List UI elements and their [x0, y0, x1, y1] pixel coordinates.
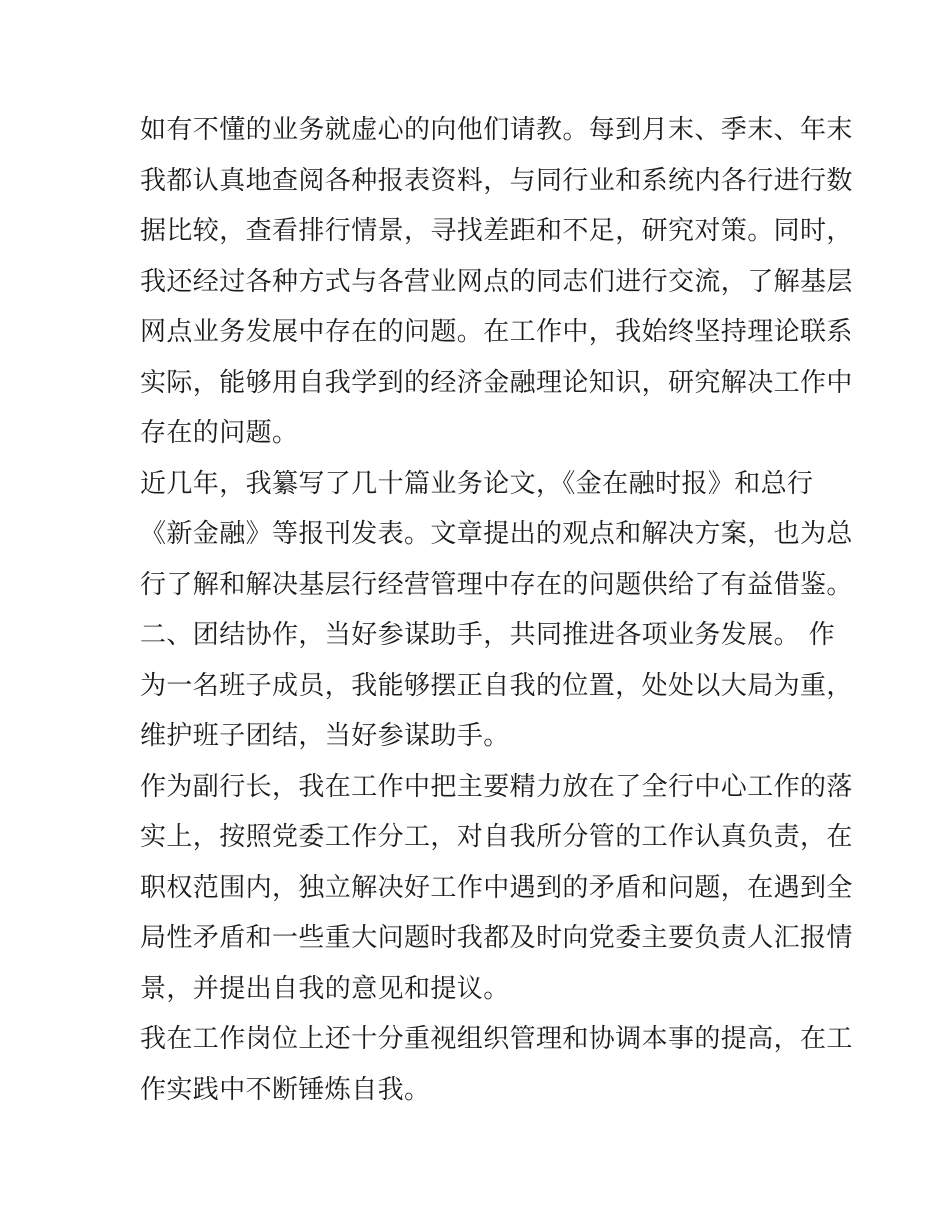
text-line: 为一名班子成员，我能够摆正自我的位置，处处以大局为重，	[140, 670, 853, 701]
text-line: 行了解和解决基层行经营管理中存在的问题供给了有益借鉴。	[140, 569, 853, 600]
text-line: 二、团结协作，当好参谋助手，共同推进各项业务发展。 作	[140, 620, 836, 650]
text-line: 我还经过各种方式与各营业网点的同志们进行交流，了解基层	[140, 266, 853, 297]
text-line: 实上，按照党委工作分工，对自我所分管的工作认真负责，在	[140, 822, 853, 852]
text-line: 维护班子团结，当好参谋助手。	[140, 721, 510, 751]
text-line: 如有不懂的业务就虚心的向他们请教。每到月末、季末、年末	[140, 115, 853, 145]
text-line: 我在工作岗位上还十分重视组织管理和协调本事的提高，在工	[140, 1024, 853, 1054]
text-line: 网点业务发展中存在的问题。在工作中，我始终坚持理论联系	[140, 317, 853, 347]
text-line: 《新金融》等报刊发表。文章提出的观点和解决方案，也为总	[140, 519, 853, 549]
text-line: 据比较，查看排行情景，寻找差距和不足，研究对策。同时，	[140, 216, 853, 246]
text-line: 实际，能够用自我学到的经济金融理论知识，研究解决工作中	[140, 367, 853, 398]
text-line: 近几年，我纂写了几十篇业务论文，《金在融时报》和总行	[140, 468, 814, 499]
text-line: 我都认真地查阅各种报表资料，与同行业和系统内各行进行数	[140, 165, 853, 196]
text-line: 作实践中不断锤炼自我。	[140, 1074, 431, 1105]
text-line: 景，并提出自我的意见和提议。	[140, 973, 510, 1004]
text-line: 职权范围内，独立解决好工作中遇到的矛盾和问题，在遇到全	[140, 872, 853, 903]
text-line: 作为副行长，我在工作中把主要精力放在了全行中心工作的落	[140, 771, 853, 802]
text-line: 局性矛盾和一些重大问题时我都及时向党委主要负责人汇报情	[140, 923, 853, 953]
body-text	[140, 105, 853, 1115]
text-line: 存在的问题。	[140, 418, 299, 448]
